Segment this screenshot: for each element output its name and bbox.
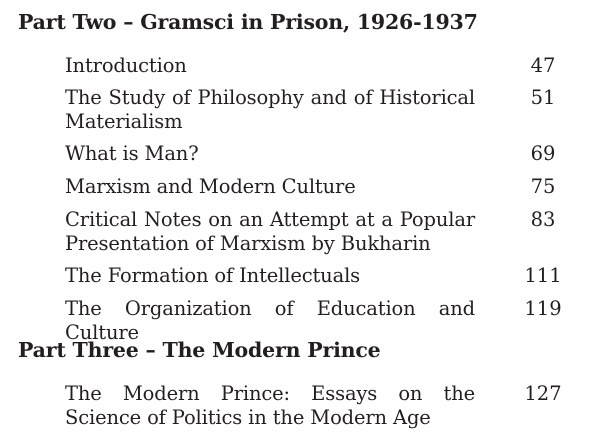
toc-entry-page: 111 xyxy=(524,264,562,287)
toc-entry-page: 83 xyxy=(530,208,556,231)
toc-entry-page: 69 xyxy=(530,142,556,165)
toc-entry-title: Introduction xyxy=(65,54,187,77)
toc-entry-title: Critical Notes on an Attempt at a Popular Presentation of Marxism by Bukharin xyxy=(65,208,475,255)
toc-entry-page: 75 xyxy=(530,175,556,198)
toc-entry-title: Marxism and Modern Culture xyxy=(65,175,356,198)
toc-entry-title: What is Man? xyxy=(65,142,199,165)
part-three-heading: Part Three – The Modern Prince xyxy=(18,338,381,362)
part-two-heading: Part Two – Gramsci in Prison, 1926-1937 xyxy=(18,10,478,34)
toc-entry-title: The Formation of Intellectuals xyxy=(65,264,361,287)
toc-entry-page: 119 xyxy=(524,297,562,320)
toc-entry-page: 47 xyxy=(530,54,556,77)
toc-entry-title: The Study of Philosophy and of Historical Materialism xyxy=(65,86,475,133)
toc-entry-title: The Organization of Education and Culture xyxy=(65,297,475,344)
toc-entry-page: 127 xyxy=(524,382,562,405)
toc-entry-title: The Modern Prince: Essays on the Science of Politics in the Modern Age xyxy=(65,382,475,429)
toc-entry-page: 51 xyxy=(530,86,556,109)
